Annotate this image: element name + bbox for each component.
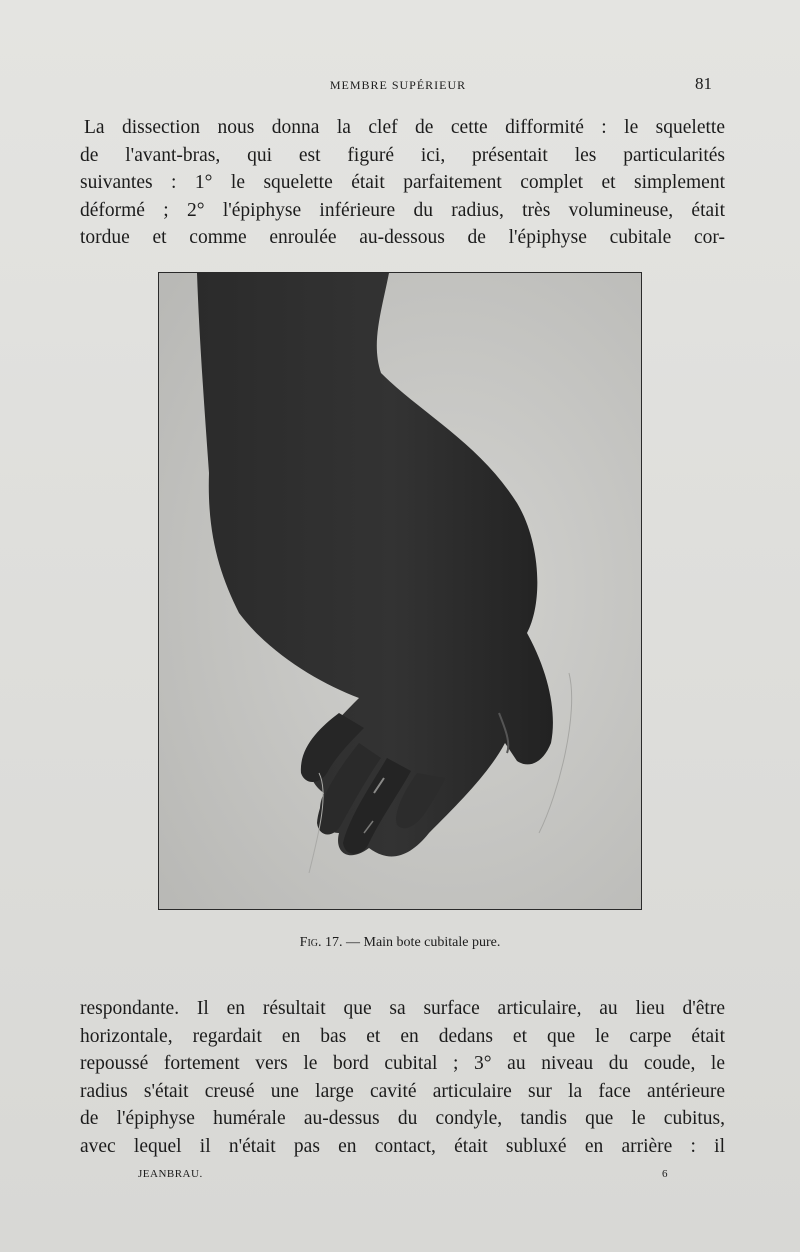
- signature-mark: JEANBRAU.: [138, 1168, 203, 1180]
- text-line: horizontale, regardait en bas et en dedans et que le carpe était: [80, 1025, 725, 1047]
- text-line: avec lequel il n'était pas en contact, était subluxé en arrière : il: [80, 1135, 725, 1157]
- figure-label: Fig. 17.: [299, 935, 343, 950]
- top-paragraph: [80, 114, 725, 252]
- running-head: MEMBRE SUPÉRIEUR: [329, 78, 467, 92]
- text-line: suivantes : 1° le squelette était parfaitement complet et simplement: [80, 172, 725, 193]
- text-line: de l'épiphyse humérale au-dessus du condyle, tandis que le cubitus,: [80, 1108, 725, 1129]
- text-line: de l'avant-bras, qui est figuré ici, présentait les particularités: [80, 144, 725, 166]
- page-header: [78, 74, 718, 98]
- page-number: 81: [695, 74, 712, 93]
- figure-caption-text: — Main bote cubitale pure.: [346, 935, 501, 950]
- sheet-number: 6: [662, 1168, 668, 1180]
- text-line: La dissection nous donna la clef de cette difformité : le squelette: [84, 117, 725, 138]
- text-line: respondante. Il en résultait que sa surface articulaire, au lieu d'être: [80, 998, 725, 1019]
- hand-photo-illustration: [159, 273, 642, 910]
- figure-caption: [160, 935, 640, 951]
- text-line: déformé ; 2° l'épiphyse inférieure du radius, très volumineuse, était: [80, 199, 725, 221]
- figure-photograph: [158, 272, 642, 910]
- page-footer: [138, 1168, 668, 1188]
- bottom-paragraph: [80, 995, 725, 1160]
- text-line: tordue et comme enroulée au-dessous de l'épiphyse cubitale cor-: [80, 227, 725, 248]
- text-line: repoussé fortement vers le bord cubital ; 3° au niveau du coude, le: [80, 1053, 725, 1074]
- text-line: radius s'était creusé une large cavité articulaire sur la face antérieure: [80, 1080, 725, 1102]
